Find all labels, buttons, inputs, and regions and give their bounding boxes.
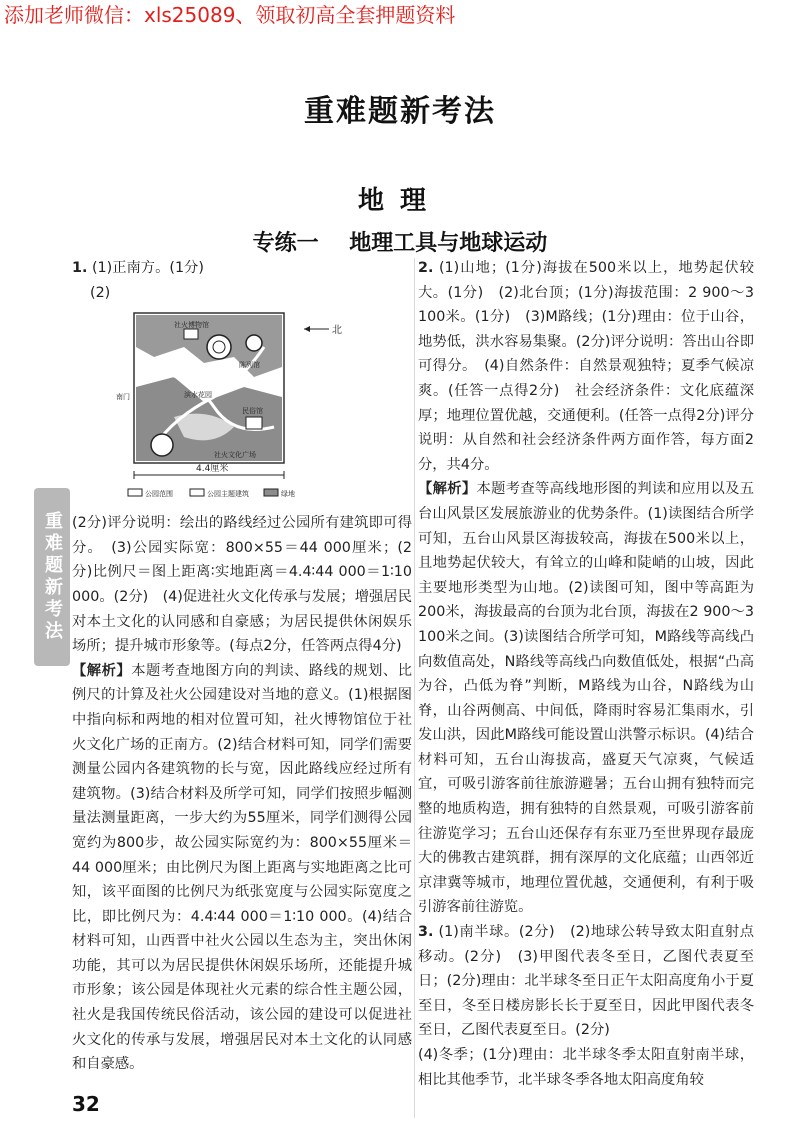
page-title: 重难题新考法: [304, 94, 496, 129]
map-label: 南门: [116, 393, 130, 402]
legend-swatch: [190, 489, 204, 496]
building: [207, 335, 231, 359]
building: [246, 335, 262, 351]
q1-analysis-text: 本题考查地图方向的判读、路线的规划、比例尺的计算及社火公园建设对当地的意义。(1)根据图中指向标和两地的相对位置可知，社火博物馆位于社火文化广场的正南方。(2)结合材料可知，同学们需要测量公园内各建筑物的长与宽，因此路线应经过所有建筑物。(3)结合材料及所学可知，同学们按照步幅测量法测量距离，一步大约为55厘米，同学们测得公园宽约为800步，故公园实际宽约为：800×55厘米＝44 000厘米；由比例尺为图上距离与实地距离之比可知，该平面图的比例尺为纸张宽度与公园实际宽度之比，即比例尺为：4.4∶44 000＝1∶10 000。(4)结合材料可知，山西晋中社火公园以生态为主，突出休闲功能，其可以为居民提供休闲娱乐场所，还能提升城市形象；该公园是体现社火元素的综合性主题公园，社火是我国传统民俗活动，该公园的建设可以促进社火文化的传承与发展，增强居民对本土文化的认同感和自豪感。: [72, 662, 412, 1073]
q1-answer-2: [72, 281, 412, 306]
building: [151, 434, 173, 456]
q2-analysis: [418, 477, 754, 920]
side-tab: [34, 488, 70, 666]
right-column: [418, 256, 754, 1092]
legend-label: 公园主题建筑: [207, 490, 249, 499]
column-divider: [414, 258, 415, 1118]
legend-swatch: [128, 489, 142, 496]
analysis-tag: 【解析】: [418, 481, 477, 498]
park-map: [114, 307, 384, 507]
q1-number: 1.: [72, 260, 88, 276]
side-tab-label: 重难题新考法: [42, 511, 63, 643]
analysis-tag: 【解析】: [72, 662, 132, 679]
map-label: 社火文化广场: [214, 451, 256, 460]
q1-part2-label: (2): [90, 284, 111, 301]
promo-banner: 添加老师微信：xls25089、领取初高全套押题资料: [4, 3, 456, 27]
q2-analysis-text: 本题考查等高线地形图的判读和应用以及五台山风景区发展旅游业的优势条件。(1)读图结合所学可知，五台山风景区海拔较高，海拔在500米以上，且地势起伏较大，有耸立的山峰和陡峭的山坡，因此主要地形类型为山地。(2)读图可知，图中等高距为200米，海拔最高的台顶为北台顶，海拔在2 900～3 100米之间。(3)读图结合所学可知，M路线等高线凸向数值高处，N路线等高线凸向数值低处，根据“凸高为谷，凸低为脊”判断，M路线为山谷，N路线为山脊，山谷两侧高、中间低，降雨时容易汇集雨水，引发山洪，因此M路线可能设置山洪警示标识。(4)结合材料可知，五台山海拔高，盛夏天气凉爽，气候适宜，可吸引游客前往旅游避暑；五台山拥有独特而完整的地质构造，拥有独特的自然景观，可吸引游客前往游览学习；五台山还保存有东亚乃至世界现存最庞大的佛教古建筑群，拥有深厚的文化底蕴；山西邻近京津冀等城市，地理位置优越，交通便利，有利于吸引游客前往游览。: [418, 481, 755, 916]
subject-heading: 地理: [357, 186, 442, 216]
map-label: 民俗馆: [242, 407, 263, 416]
legend-label: 公园范围: [145, 490, 173, 499]
scale-label: 4.4厘米: [196, 464, 229, 475]
legend-swatch: [264, 489, 278, 496]
building: [184, 329, 198, 339]
q3-answer-text: (1)南半球。(2分) (2)地球公转导致太阳直射点移动。(2分) (3)甲图代表冬至日，乙图代表夏至日；(2分)理由：北半球冬至日正午太阳高度角小于夏至日，冬至日楼房影长长于夏至日，因此甲图代表冬至日，乙图代表夏至日。(2分): [418, 924, 754, 1039]
q1-part1: (1)正南方。(1分): [91, 260, 204, 276]
topic-heading: 专练一 地理工具与地球运动: [252, 231, 548, 256]
park-map-svg: [114, 307, 384, 507]
q2-answer-text: (1)山地；(1分)海拔在500米以上，地势起伏较大。(1分) (2)北台顶；(1分)海拔范围：2 900～3 100米。(1分) (3)M路线；(1分)理由：位于山谷，地势低，洪水容易集聚。(2分)评分说明：答出山谷即可得分。 (4)自然条件：自然景观独特；夏季气候凉爽。(任答一点得2分) 社会经济条件：文化底蕴深厚；地理位置优越，交通便利。(任答一点得2分)评分说明：从自然和社会经济条件两方面作答，每方面2分，共4分。: [418, 260, 754, 473]
q3-answer: [418, 920, 754, 1043]
map-label: 陈列馆: [239, 361, 260, 370]
map-label: 社火博物馆: [174, 321, 209, 330]
building: [246, 417, 262, 429]
north-arrow-icon: [304, 326, 310, 332]
q2-number: 2.: [418, 260, 434, 276]
q1-answer-1: [72, 256, 412, 281]
q3-number: 3.: [418, 924, 434, 941]
q2-answer: [418, 256, 754, 477]
q1-analysis: [72, 659, 412, 1077]
page-number: 32: [72, 1092, 100, 1116]
q3-part4: (4)冬季；(1分)理由：北半球冬季太阳直射南半球，相比其他季节，北半球冬季各地太阳高度角较: [418, 1047, 754, 1088]
legend-label: 绿地: [281, 490, 295, 499]
map-label: 滨水花园: [184, 391, 212, 400]
left-column: [72, 256, 412, 1077]
north-label: 北: [332, 325, 342, 337]
q1-scoring: (2分)评分说明：绘出的路线经过公园所有建筑即可得分。 (3)公园实际宽：800×55＝44 000厘米；(2分)比例尺＝图上距离∶实地距离＝4.4∶44 000＝1∶10 000。(2分) (4)促进社火文化传承与发展；增强居民对本土文化的认同感和自豪感；为居民提供休闲娱乐场所；提升城市形象等。(每点2分，任答两点得4分): [72, 515, 412, 655]
